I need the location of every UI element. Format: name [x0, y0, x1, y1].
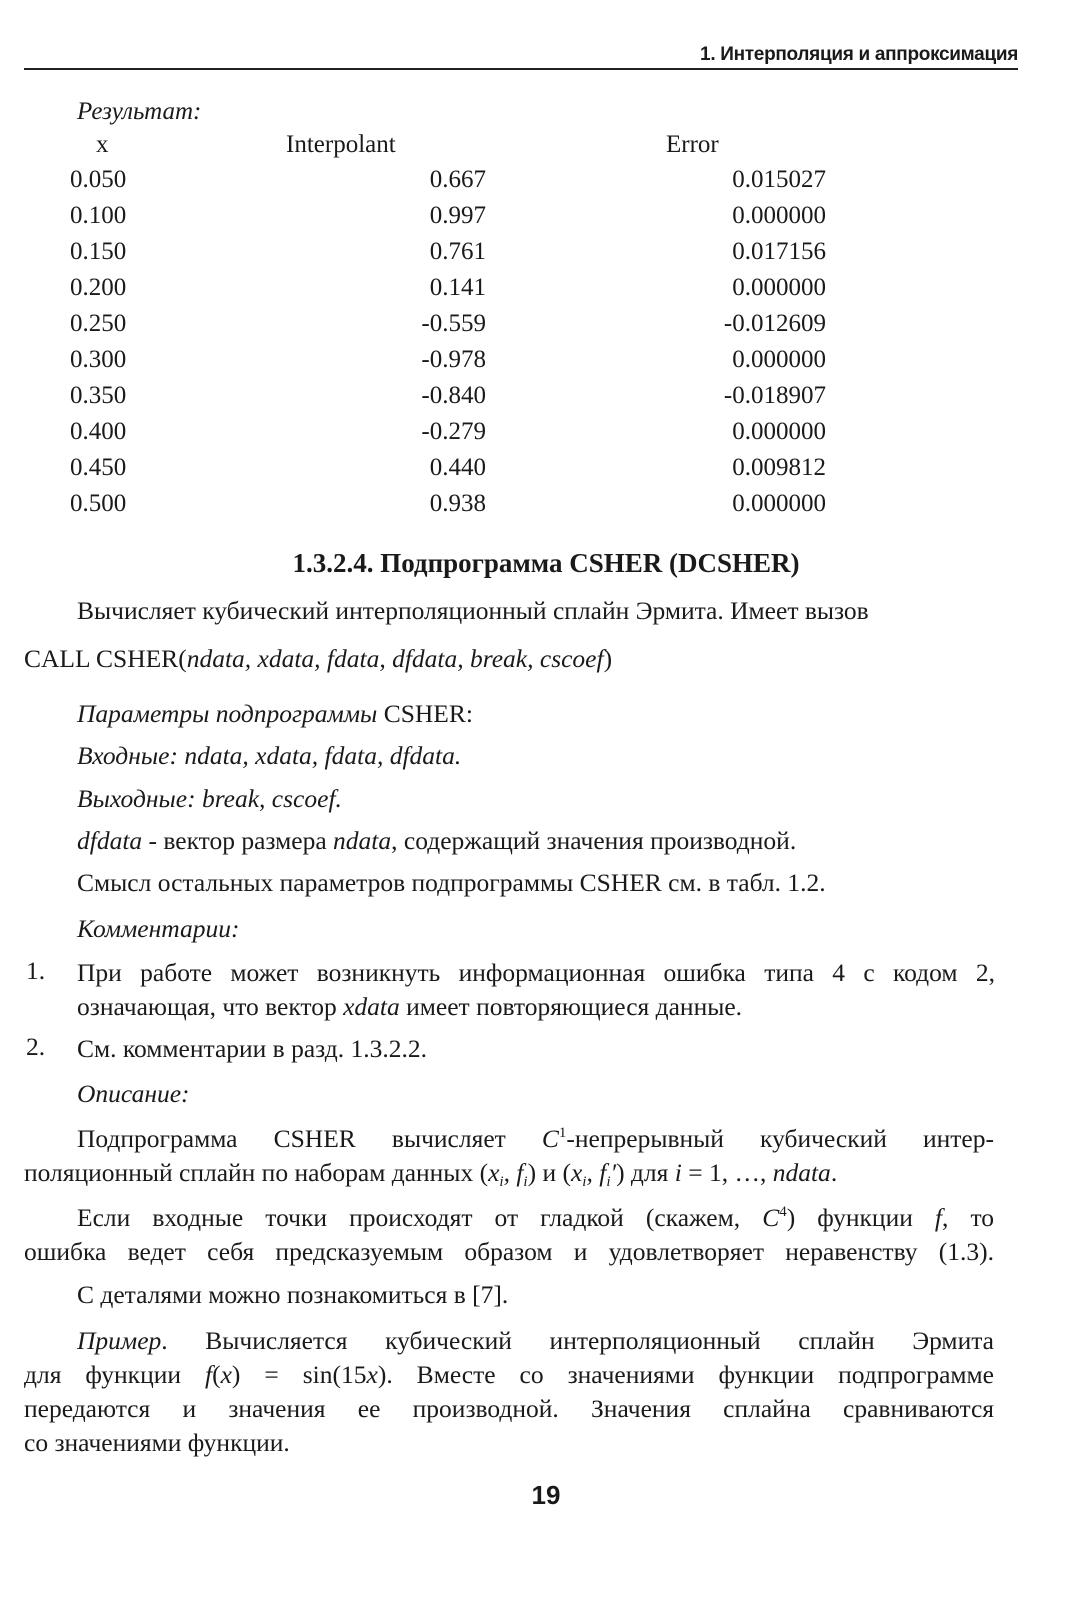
cell-x: 0.250 [70, 310, 127, 337]
running-header [24, 40, 1018, 70]
description-1-ndata: ndata [772, 1158, 831, 1187]
column-header-interpolant: Interpolant [286, 131, 396, 158]
table-row [58, 306, 904, 342]
description-1-line-1 [24, 1122, 994, 1156]
table-row [58, 342, 904, 378]
cell-error: 0.000000 [732, 346, 826, 373]
example-text-part: . Вычисляется кубический интерполяционный сплайн Эрмита [161, 1326, 994, 1355]
comment-2-number: 2. [26, 1032, 46, 1061]
description-2-line-2: ошибка ведет себя предсказуемым образом и удовлетворяет неравенству (1.3). [24, 1237, 994, 1266]
params-routine: CSHER: [377, 699, 473, 728]
example-text-part: ). Вместе со значениями функции подпрограмме [377, 1360, 995, 1389]
comment-1-xdata: xdata [343, 992, 400, 1021]
outputs-line: Выходные: break, cscoef. [77, 784, 342, 813]
c-symbol: C [762, 1203, 780, 1232]
description-label: Описание: [77, 1079, 190, 1108]
dfdata-description [77, 824, 796, 858]
description-1-text-part: ) и ( [527, 1158, 571, 1187]
dfdata-name: dfdata [77, 826, 143, 855]
description-1-text-part: ) для [616, 1158, 675, 1187]
table-row [58, 486, 904, 522]
description-2-line-1 [24, 1201, 994, 1235]
call-signature [24, 642, 612, 676]
column-header-error: Error [666, 131, 719, 158]
c-superscript: 4 [779, 1204, 787, 1220]
page-number: 19 [531, 1480, 561, 1510]
cell-error: -0.018907 [723, 382, 826, 409]
cell-x: 0.150 [70, 238, 127, 265]
table-row [58, 234, 904, 270]
dfdata-text-part: - вектор размера [142, 826, 334, 855]
comment-1 [77, 956, 995, 1024]
comments-label: Комментарии: [77, 914, 240, 943]
description-2-text-part: ) функции [786, 1203, 935, 1232]
cell-error: 0.000000 [732, 418, 826, 445]
cell-x: 0.200 [70, 274, 127, 301]
results-table-body [58, 162, 904, 522]
comment-1-line-2 [77, 990, 995, 1024]
table-row [58, 270, 904, 306]
cell-interpolant: 0.667 [429, 166, 486, 193]
cell-x: 0.350 [70, 382, 127, 409]
example-line-4: со значениями функции. [24, 1428, 290, 1457]
table-row [58, 378, 904, 414]
dfdata-text-part: , содержащий значения производной. [391, 826, 797, 855]
description-1-text-part: = 1, …, [681, 1158, 773, 1187]
results-table [58, 128, 904, 522]
comment-1-number: 1. [26, 956, 46, 985]
comment-1-line-1: При работе может возникнуть информационная ошибка типа 4 с кодом 2, [77, 958, 995, 987]
cell-interpolant: 0.938 [429, 490, 486, 517]
column-header-x: x [96, 131, 109, 158]
cell-error: 0.000000 [732, 274, 826, 301]
table-row [58, 414, 904, 450]
call-prefix: CALL CSHER( [24, 644, 187, 673]
description-1-text-part: -непрерывный кубический интер- [566, 1124, 994, 1153]
cell-interpolant: 0.997 [429, 202, 486, 229]
example-label: Пример [77, 1326, 162, 1355]
cell-interpolant: 0.440 [429, 454, 486, 481]
cell-x: 0.400 [70, 418, 127, 445]
cell-error: 0.000000 [732, 490, 826, 517]
cell-interpolant: 0.761 [429, 238, 486, 265]
cell-error: 0.015027 [732, 166, 826, 193]
function-symbol: f [934, 1203, 943, 1232]
example-text-part: = sin(15 [240, 1360, 367, 1389]
result-label: Результат: [77, 98, 202, 125]
cell-x: 0.100 [70, 202, 127, 229]
comment-1-text-part: имеет повторяющиеся данные. [399, 992, 743, 1021]
params-label: Параметры подпрограммы [77, 699, 378, 728]
description-2-text-part: Если входные точки происходят от гладкой (скажем, [77, 1203, 763, 1232]
cell-x: 0.450 [70, 454, 127, 481]
c-superscript: 1 [558, 1125, 567, 1141]
dfdata-ndata: ndata [333, 826, 392, 855]
cell-x: 0.300 [70, 346, 127, 373]
description-1-text-part: Подпрограмма CSHER вычисляет [77, 1124, 542, 1153]
table-row [58, 450, 904, 486]
example-line-3: передаются и значения ее производной. Значения сплайна сравниваются [24, 1394, 994, 1423]
table-header-row [58, 128, 904, 162]
cell-interpolant: -0.559 [421, 310, 486, 337]
example-line-2: для функции f(x) = sin(15x). Вместе со значениями функции подпрограмме [24, 1360, 995, 1389]
comment-2: См. комментарии в разд. 1.3.2.2. [77, 1034, 428, 1063]
example-paragraph [24, 1324, 994, 1460]
description-1-text-part: поляционный сплайн по наборам данных ( [24, 1158, 489, 1187]
call-arguments: ndata, xdata, fdata, dfdata, break, cscoef [186, 644, 604, 673]
cell-interpolant: -0.279 [421, 418, 486, 445]
description-paragraph-2 [24, 1201, 994, 1269]
intro-text: Вычисляет кубический интерполяционный сплайн Эрмита. Имеет вызов [77, 596, 869, 625]
call-suffix: ) [603, 644, 613, 673]
cell-error: 0.000000 [732, 202, 826, 229]
running-head-text: 1. Интерполяция и аппроксимация [700, 44, 1018, 65]
cell-error: -0.012609 [723, 310, 826, 337]
cell-error: 0.017156 [732, 238, 826, 265]
cell-interpolant: 0.141 [429, 274, 486, 301]
section-heading: 1.3.2.4. Подпрограмма CSHER (DCSHER) [292, 548, 800, 578]
description-1-line-2: поляционный сплайн по наборам данных ($x_i$, $f_i$) и ($x_i$, $f_i'$) для i = 1, …, ndata. [24, 1158, 838, 1190]
other-params-text: Смысл остальных параметров подпрограммы CSHER см. в табл. 1.2. [77, 868, 826, 897]
description-paragraph-1 [24, 1122, 994, 1190]
cell-error: 0.009812 [732, 454, 826, 481]
example-line-1 [24, 1324, 994, 1358]
cell-x: 0.050 [70, 166, 127, 193]
cell-interpolant: -0.978 [421, 346, 486, 373]
c-symbol: C [541, 1124, 559, 1153]
comment-1-text-part: означающая, что вектор [77, 992, 344, 1021]
table-row [58, 162, 904, 198]
inputs-line: Входные: ndata, xdata, fdata, dfdata. [77, 741, 462, 770]
cell-x: 0.500 [70, 490, 127, 517]
table-row [58, 198, 904, 234]
params-line [77, 697, 473, 731]
cell-interpolant: -0.840 [421, 382, 486, 409]
description-2-text-part: , то [942, 1203, 994, 1232]
example-text-part: для функции [24, 1360, 205, 1389]
details-text: С деталями можно познакомиться в [7]. [77, 1280, 509, 1309]
